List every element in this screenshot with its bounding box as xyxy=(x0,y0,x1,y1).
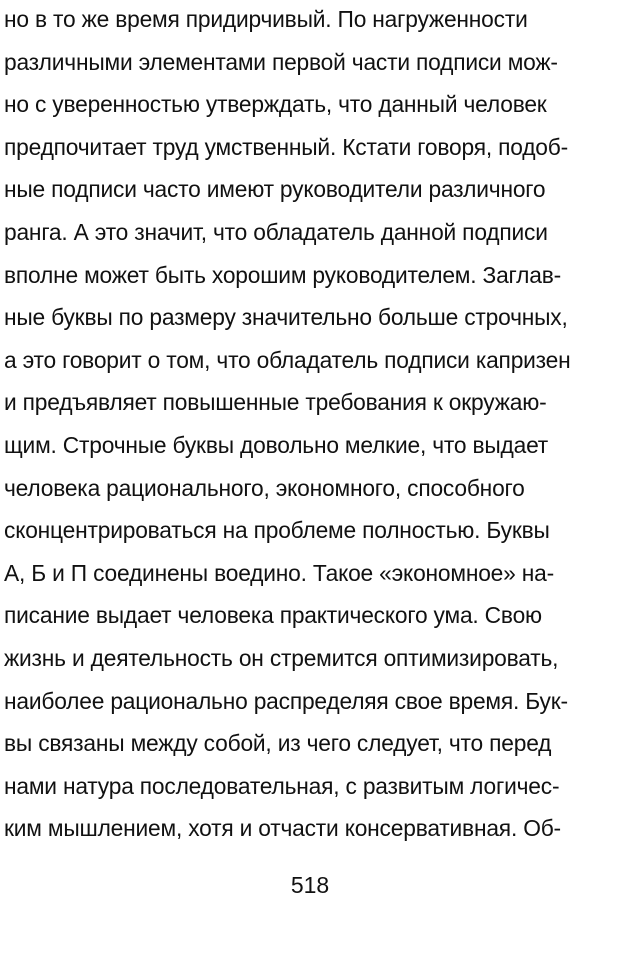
page-number: 518 xyxy=(290,872,330,898)
text-line: писание выдает человека практического ума. Свою xyxy=(4,602,542,629)
text-line: предпочитает труд умственный. Кстати говоря, подоб- xyxy=(4,133,568,160)
text-line: различными элементами первой части подписи мож- xyxy=(4,48,558,75)
text-line: и предъявляет повышенные требования к окружаю- xyxy=(4,389,547,416)
text-line: ким мышлением, хотя и отчасти консервативная. Об- xyxy=(4,815,561,842)
text-line: наиболее рационально распределяя свое время. Бук- xyxy=(4,687,568,714)
text-line: но в то же время придирчивый. По нагруженности xyxy=(4,6,528,32)
body-text xyxy=(4,2,616,854)
text-line: вы связаны между собой, из чего следует, что перед xyxy=(4,730,552,757)
text-line: человека рационального, экономного, способного xyxy=(4,474,525,501)
text-line: вполне может быть хорошим руководителем. Заглав- xyxy=(4,261,562,288)
text-line: щим. Строчные буквы довольно мелкие, что выдает xyxy=(4,431,549,458)
text-line: ранга. А это значит, что обладатель данной подписи xyxy=(4,218,548,245)
text-line: нами натура последовательная, с развитым логичес- xyxy=(4,772,560,799)
text-line: сконцентрироваться на проблеме полностью. Буквы xyxy=(4,517,550,544)
text-line: жизнь и деятельность он стремится оптимизировать, xyxy=(4,644,559,671)
text-line: но с уверенностью утверждать, что данный человек xyxy=(4,91,547,118)
text-line: ные буквы по размеру значительно больше строчных, xyxy=(4,304,568,331)
text-line: А, Б и П соединены воедино. Такое «экономное» на- xyxy=(4,559,554,586)
text-line: а это говорит о том, что обладатель подписи капризен xyxy=(4,346,571,373)
text-line: ные подписи часто имеют руководители различного xyxy=(4,176,546,203)
